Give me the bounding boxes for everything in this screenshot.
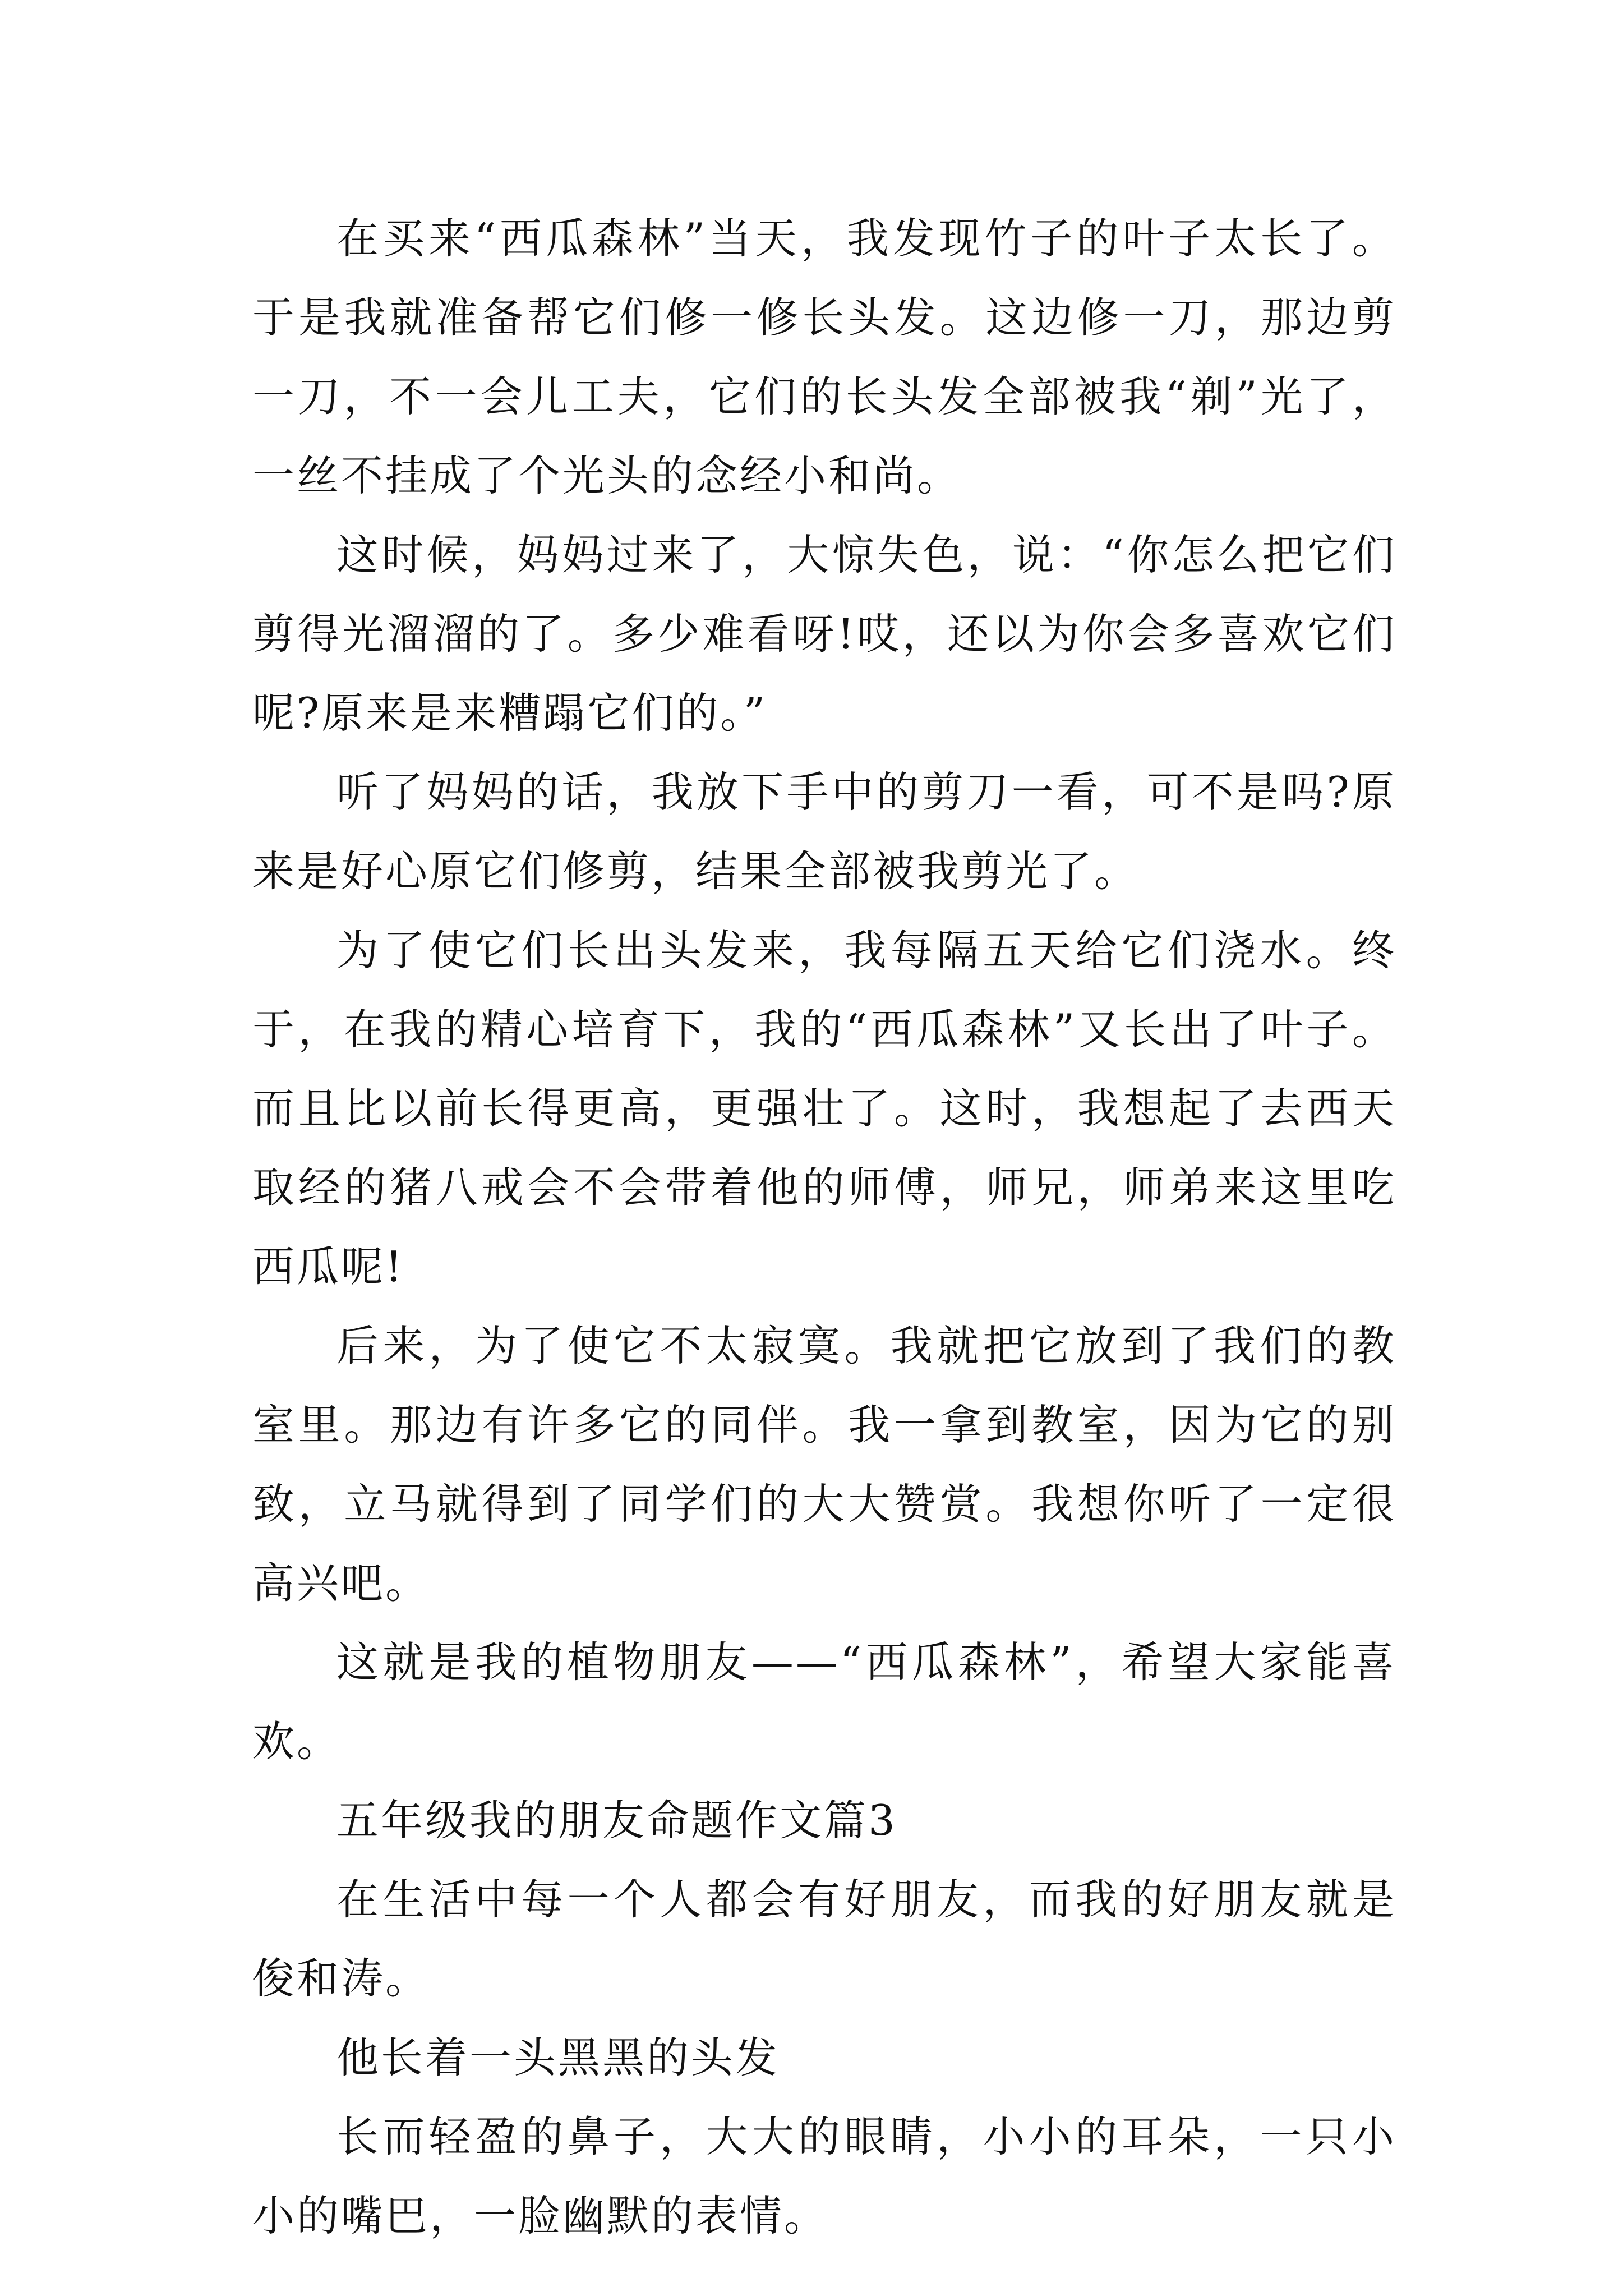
paragraph-watermelon-forest-trim: 在买来“西瓜森林”当天，我发现竹子的叶子太长了。于是我就准备帮它们修一修长头发。这边修一刀，那边剪一刀，不一会儿工夫，它们的长头发全部被我“剃”光了，一丝不挂成了个光头的念经小和尚。 bbox=[252, 214, 1396, 500]
section-title: 五年级我的朋友命题作文篇3 bbox=[336, 1796, 897, 1845]
paragraph-face-features: 长而轻盈的鼻子，大大的眼睛，小小的耳朵，一只小小的嘴巴，一脸幽默的表情。 bbox=[252, 2112, 1396, 2240]
paragraph-conclusion: 这就是我的植物朋友——“西瓜森林”，希望大家能喜欢。 bbox=[252, 1637, 1396, 1766]
paragraph-regrowth: 为了使它们长出头发来，我每隔五天给它们浇水。终于，在我的精心培育下，我的“西瓜森林”又长出了叶子。而且比以前长得更高，更强壮了。这时，我想起了去西天取经的猪八戒会不会带着他的师傅，师兄，师弟来这里吃西瓜呢! bbox=[252, 926, 1396, 1291]
paragraph-mother-reaction: 这时候，妈妈过来了，大惊失色，说：“你怎么把它们剪得光溜溜的了。多少难看呀!哎，还以为你会多喜欢它们呢?原来是来糟蹋它们的。” bbox=[252, 530, 1396, 738]
document-body bbox=[252, 199, 1396, 2256]
paragraph-good-friends: 在生活中每一个人都会有好朋友，而我的好朋友就是俊和涛。 bbox=[252, 1875, 1396, 2003]
paragraph-realization: 听了妈妈的话，我放下手中的剪刀一看，可不是吗?原来是好心原它们修剪，结果全部被我剪光了。 bbox=[252, 767, 1396, 896]
paragraph-classroom: 后来，为了使它不太寂寞。我就把它放到了我们的教室里。那边有许多它的同伴。我一拿到教室，因为它的别致，立马就得到了同学们的大大赞赏。我想你听了一定很高兴吧。 bbox=[252, 1321, 1396, 1608]
paragraph-hair: 他长着一头黑黑的头发 bbox=[336, 2033, 780, 2082]
